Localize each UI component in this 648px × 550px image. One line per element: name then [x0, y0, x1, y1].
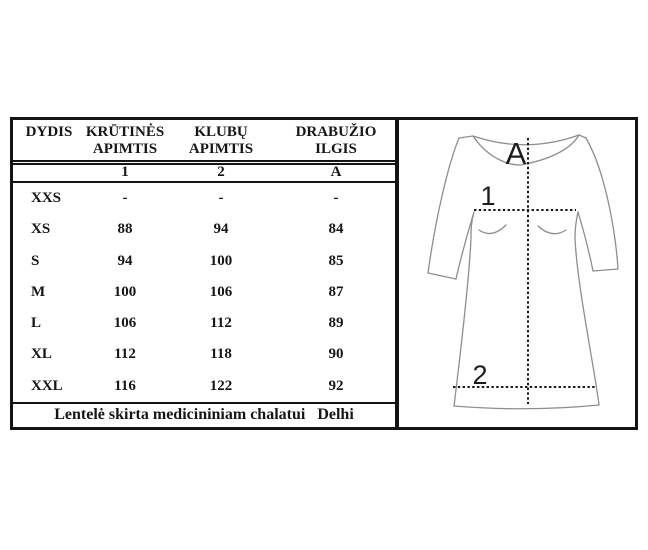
- table-footer-row: [13, 403, 395, 427]
- size-label: S: [31, 252, 40, 269]
- length-value: 90: [328, 346, 344, 363]
- table-row: [13, 182, 395, 214]
- chest-value: 116: [114, 377, 136, 394]
- size-chart-figure: [10, 117, 638, 430]
- length-value: 84: [328, 221, 344, 238]
- header-length: DRABUŽIO ILGIS: [277, 120, 395, 163]
- hips-value: 100: [209, 252, 233, 269]
- size-label: L: [31, 315, 42, 332]
- chest-value: 88: [117, 221, 133, 238]
- length-value: 89: [328, 315, 344, 332]
- table-row: [13, 371, 395, 403]
- chest-value: 106: [113, 315, 137, 332]
- marker-hips: 2: [165, 163, 277, 182]
- length-value: 85: [328, 252, 344, 269]
- hips-value: -: [218, 189, 224, 206]
- header-size: DYDIS: [13, 120, 85, 163]
- length-value: 87: [328, 283, 344, 300]
- size-label: XL: [31, 346, 52, 363]
- caption-brand: Delhi: [317, 406, 354, 424]
- header-chest: KRŪTINĖS APIMTIS: [85, 120, 165, 163]
- label-hem: 2: [472, 360, 488, 390]
- hips-value: 112: [210, 315, 232, 332]
- length-value: 92: [328, 377, 344, 394]
- hips-value: 94: [213, 221, 229, 238]
- dress-outline: [428, 135, 618, 409]
- marker-length: A: [277, 163, 395, 182]
- table-row: [13, 277, 395, 308]
- marker-size: [13, 163, 85, 182]
- size-label: XS: [31, 221, 51, 238]
- marker-chest: 1: [85, 163, 165, 182]
- hips-value: 122: [209, 377, 233, 394]
- chest-value: 100: [113, 283, 137, 300]
- bust-dart-left: [479, 225, 506, 234]
- dress-diagram: [396, 117, 638, 430]
- dress-sketch: [399, 120, 635, 427]
- table-header-row: [13, 120, 395, 163]
- chest-value: -: [122, 189, 128, 206]
- table-caption: [13, 403, 395, 427]
- label-chest: 1: [480, 181, 496, 211]
- measure-point-row: [13, 163, 395, 182]
- length-value: -: [333, 189, 339, 206]
- chest-value: 112: [114, 346, 136, 363]
- bust-dart-right: [538, 226, 566, 234]
- label-length: A: [505, 136, 527, 171]
- table-row: [13, 339, 395, 370]
- size-label: XXL: [31, 377, 63, 394]
- hips-value: 118: [210, 346, 232, 363]
- caption-text: Lentelė skirta medicininiam chalatui: [54, 406, 306, 424]
- size-table: [10, 117, 398, 430]
- table-row: [13, 308, 395, 339]
- header-hips: KLUBŲ APIMTIS: [165, 120, 277, 163]
- size-label: XXS: [31, 189, 62, 206]
- table-row: [13, 214, 395, 245]
- hips-value: 106: [209, 283, 233, 300]
- table-row: [13, 245, 395, 276]
- size-label: M: [31, 283, 46, 300]
- chest-value: 94: [117, 252, 133, 269]
